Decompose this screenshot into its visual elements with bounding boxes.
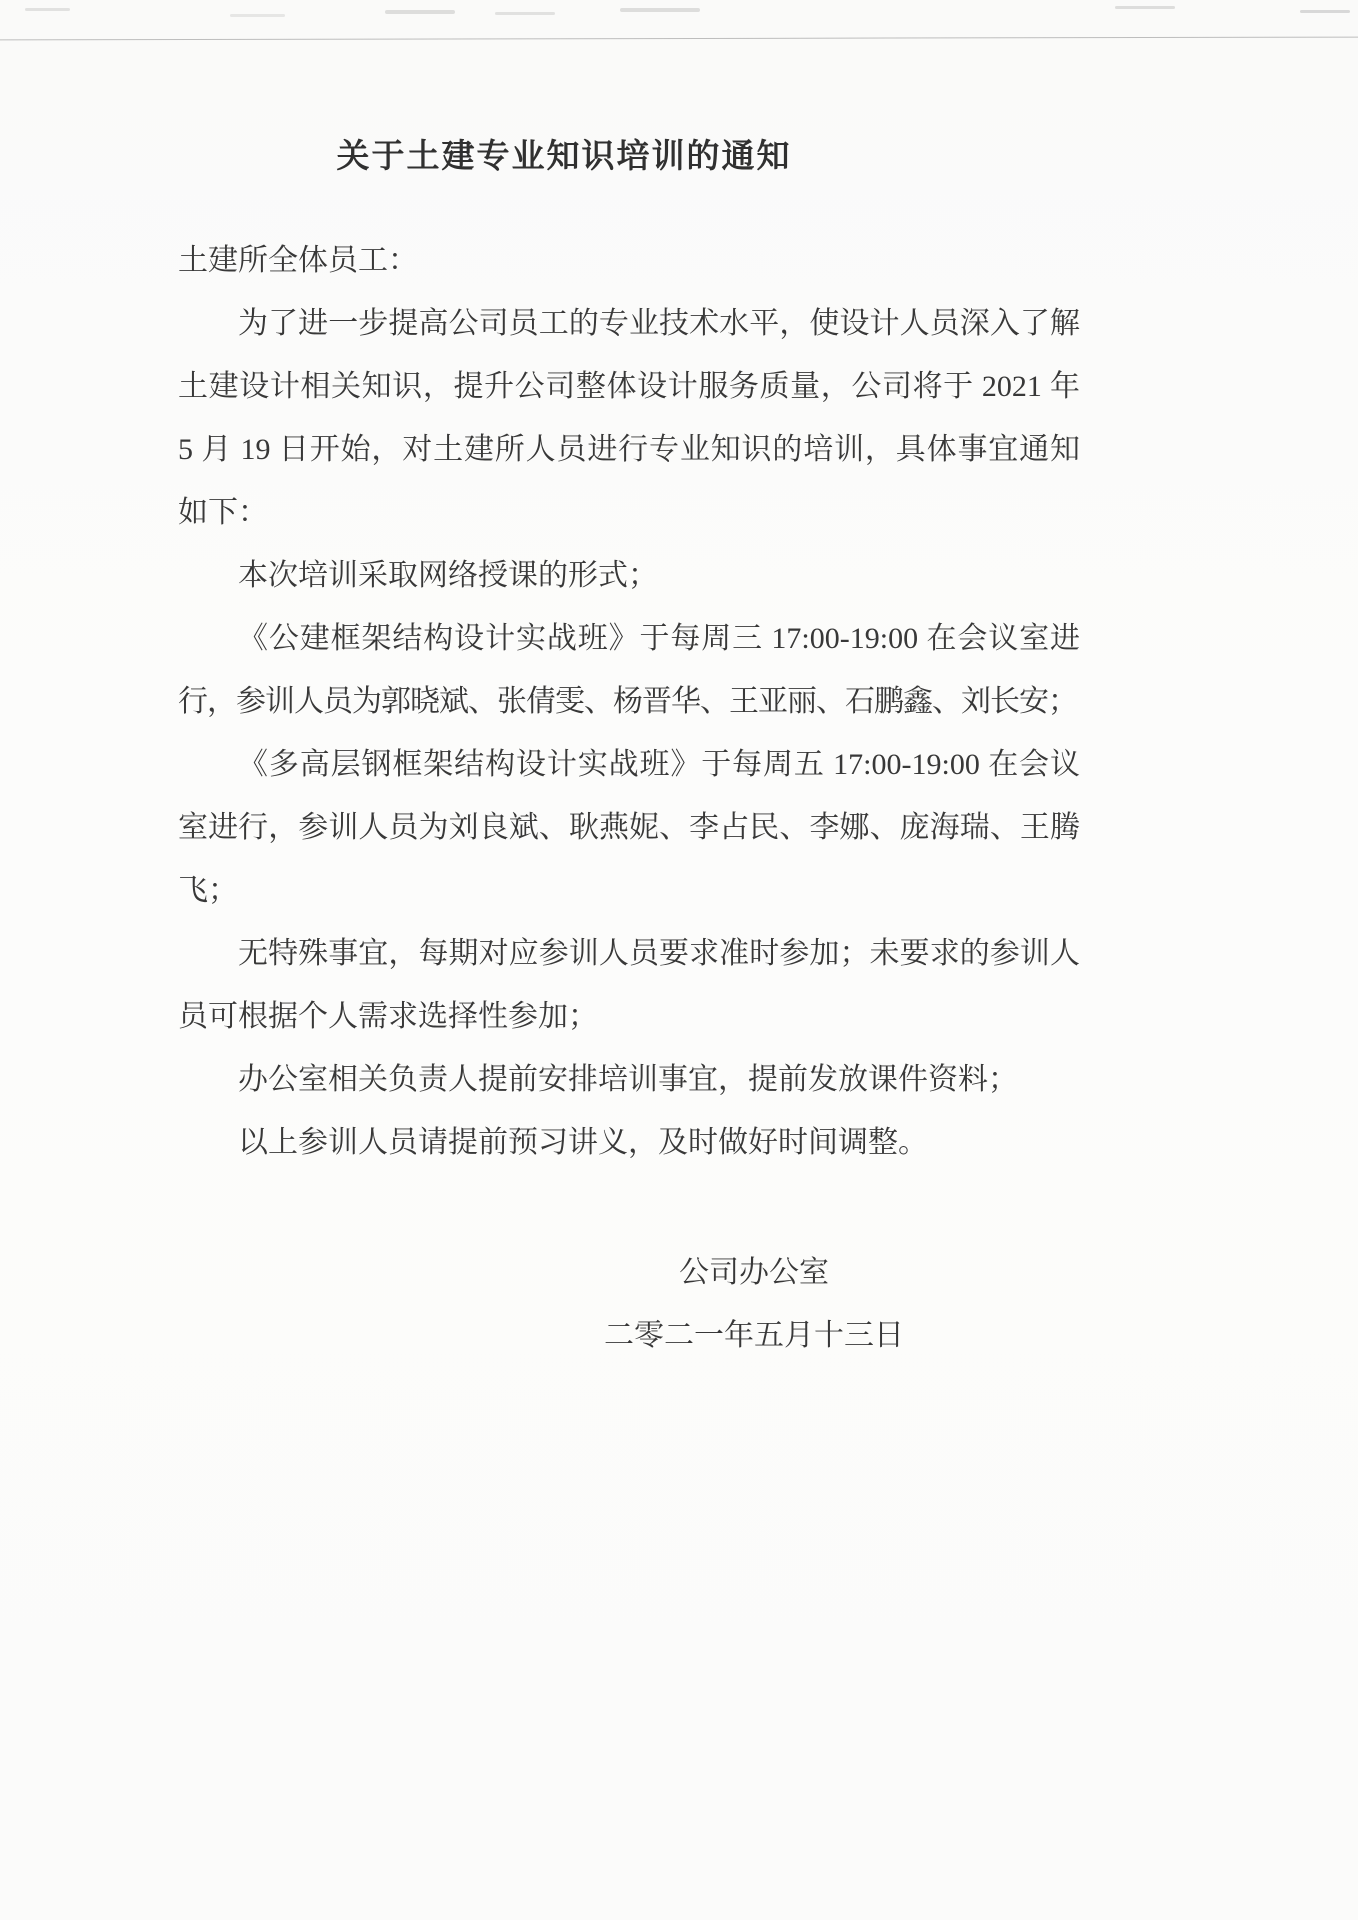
body-line: 土建设计相关知识，提升公司整体设计服务质量，公司将于 2021 年	[178, 370, 1080, 403]
body-line: 《多高层钢框架结构设计实战班》于每周五 17:00-19:00 在会议	[238, 748, 1080, 781]
scan-artifact-line	[0, 37, 1358, 41]
body-line: 为了进一步提高公司员工的专业技术水平，使设计人员深入了解	[238, 307, 1080, 340]
body-line: 无特殊事宜，每期对应参训人员要求准时参加；未要求的参训人	[238, 937, 1080, 970]
body-line: 本次培训采取网络授课的形式；	[238, 559, 658, 592]
body-line: 员可根据个人需求选择性参加；	[178, 1000, 598, 1033]
signature-date: 二零二一年五月十三日	[604, 1319, 904, 1352]
signature-block	[178, 1241, 1080, 1367]
scan-smudge	[385, 10, 455, 14]
body-line: 以上参训人员请提前预习讲义，及时做好时间调整。	[238, 1126, 928, 1159]
signature-author: 公司办公室	[679, 1256, 829, 1289]
scan-smudge	[1115, 6, 1175, 9]
body-line: 如下：	[178, 496, 268, 529]
body-line: 室进行，参训人员为刘良斌、耿燕妮、李占民、李娜、庞海瑞、王腾	[178, 811, 1080, 844]
body-line: 飞；	[178, 874, 238, 907]
scan-smudge	[1300, 10, 1350, 13]
scan-smudge	[620, 8, 700, 12]
scan-smudge	[25, 8, 70, 11]
scan-smudge	[495, 12, 555, 15]
salutation: 土建所全体员工：	[178, 244, 418, 277]
notice-document	[178, 134, 1080, 1367]
body-line: 《公建框架结构设计实战班》于每周三 17:00-19:00 在会议室进	[238, 622, 1080, 655]
scan-smudge	[230, 14, 285, 17]
body-line: 办公室相关负责人提前安排培训事宜，提前发放课件资料；	[238, 1063, 1018, 1096]
body-line: 行，参训人员为郭晓斌、张倩雯、杨晋华、王亚丽、石鹏鑫、刘长安；	[178, 685, 1077, 718]
document-title: 关于土建专业知识培训的通知	[336, 139, 792, 175]
body-line: 5 月 19 日开始，对土建所人员进行专业知识的培训，具体事宜通知	[178, 433, 1080, 466]
